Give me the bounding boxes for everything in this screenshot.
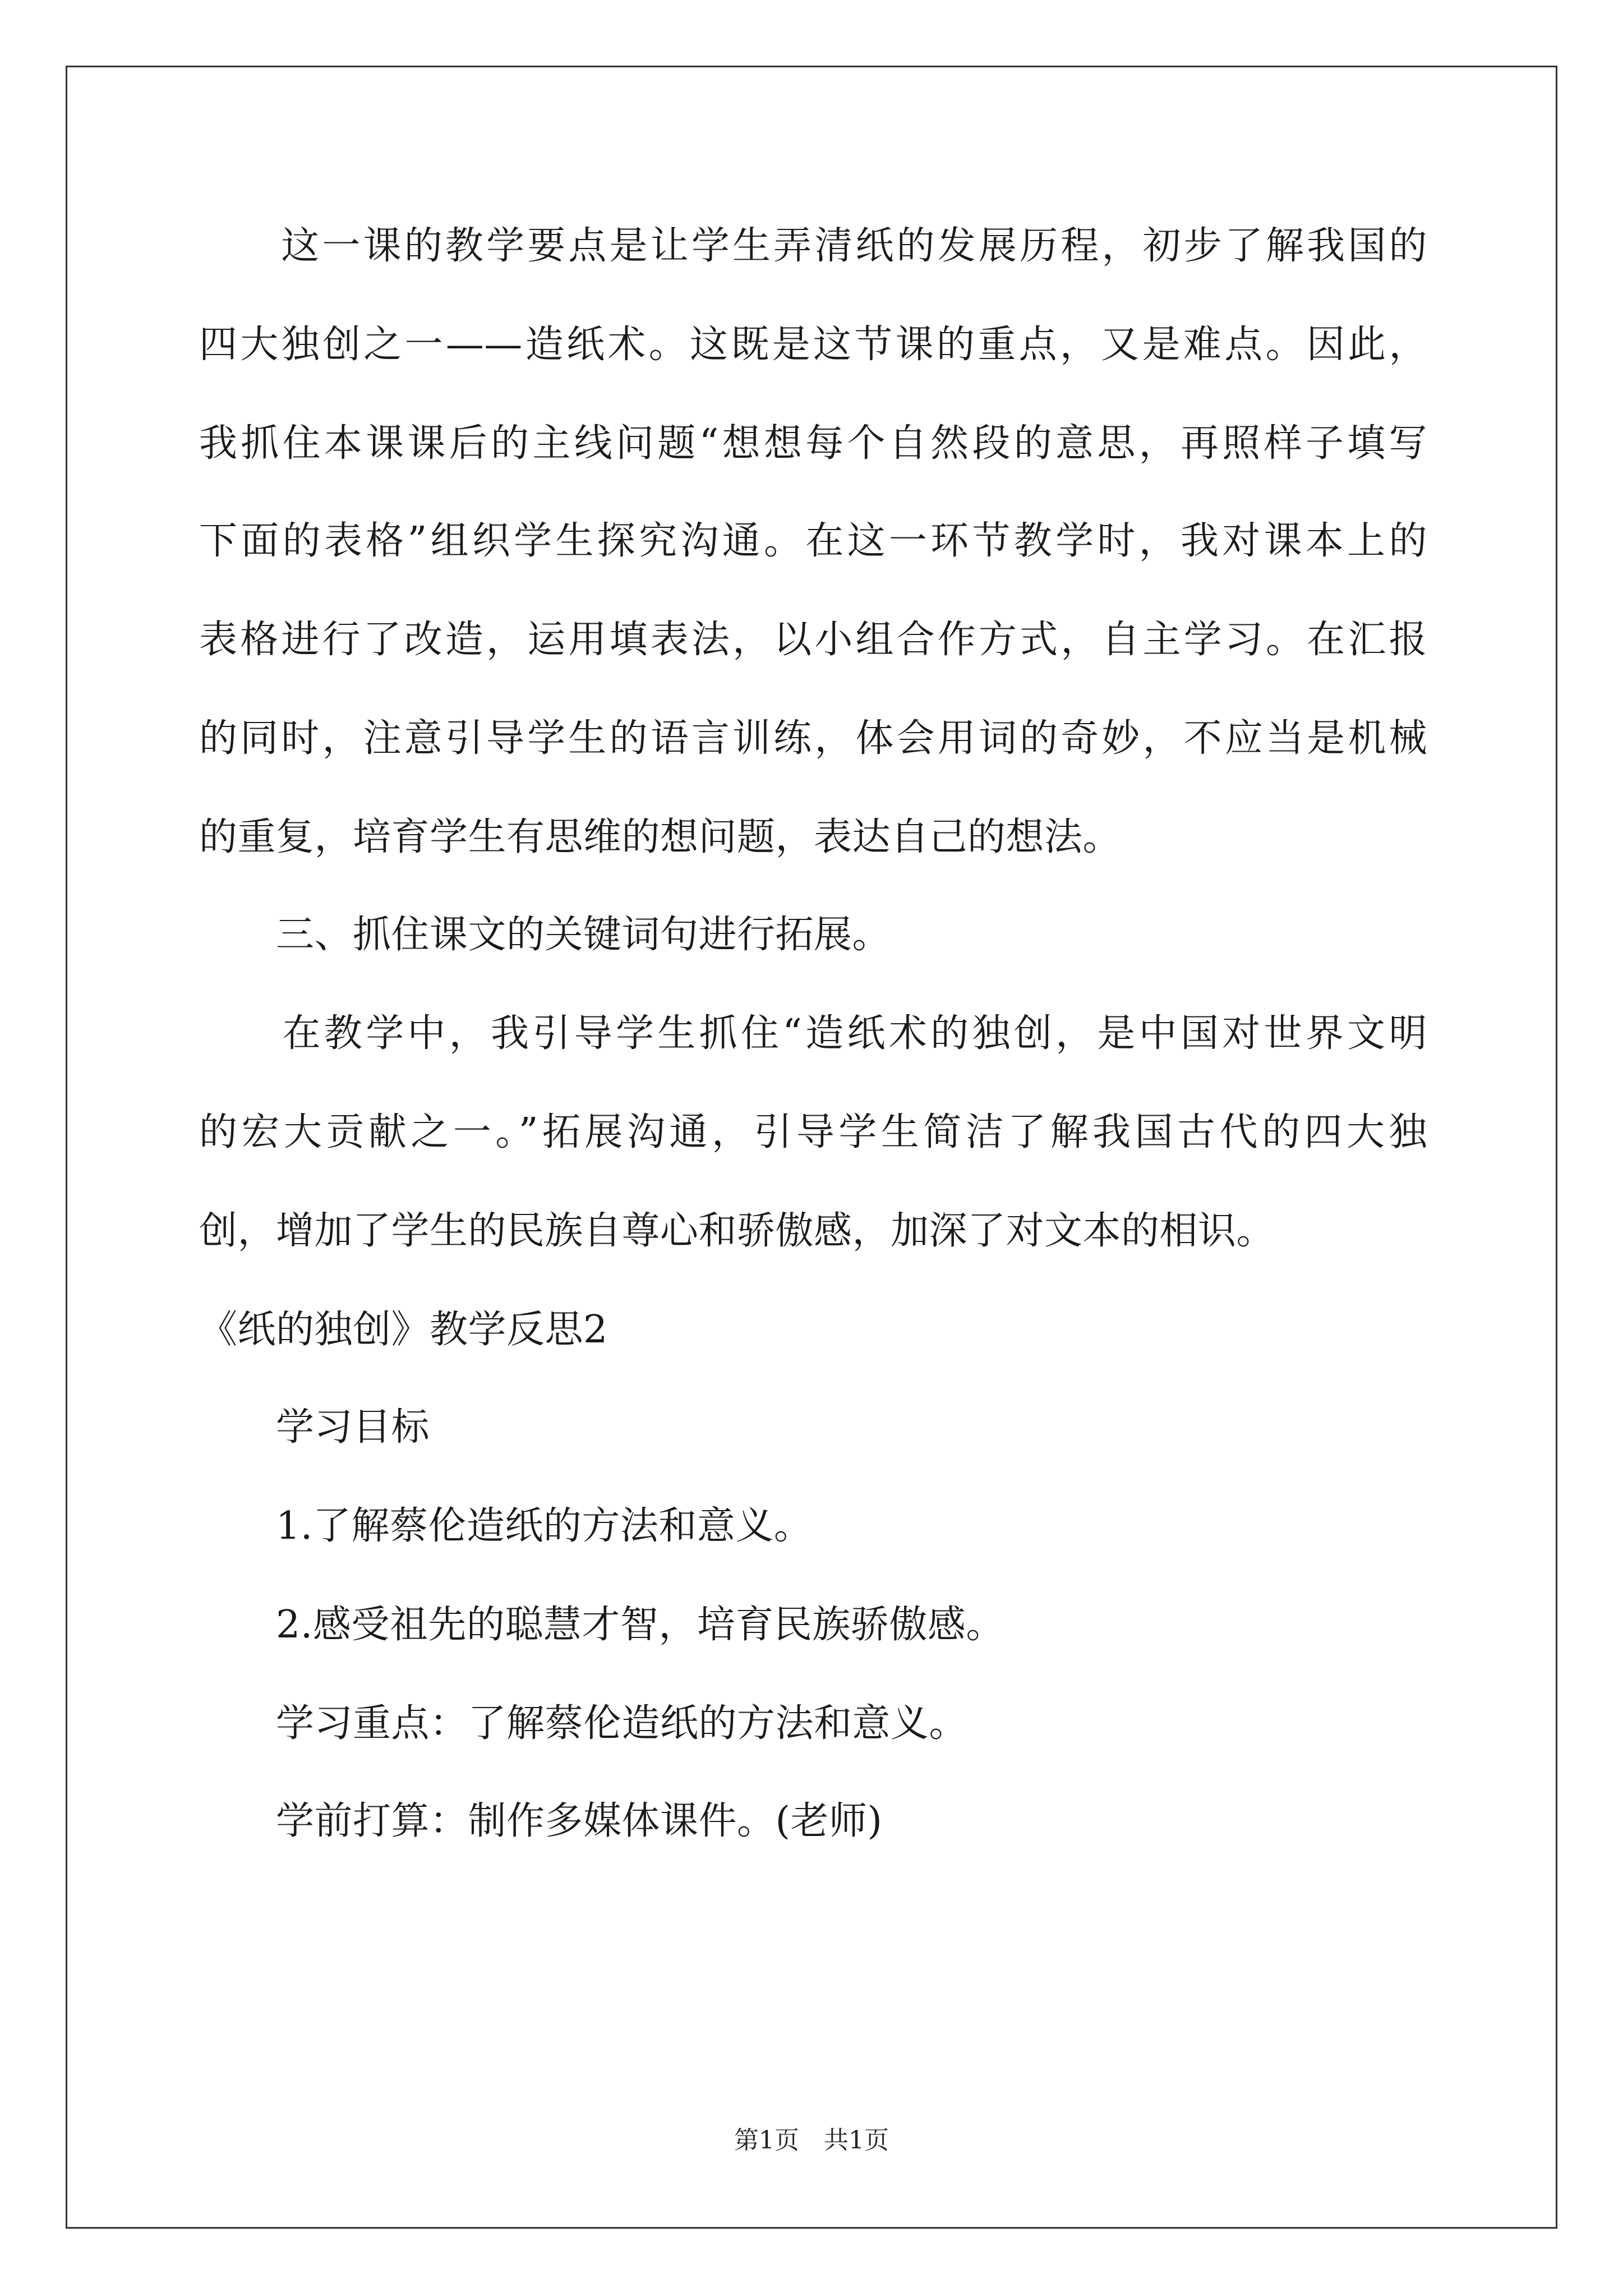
paragraph-line: 这一课的教学要点是让学生弄清纸的发展历程，初步了解我国的: [199, 224, 1427, 268]
paragraph-line: 学习重点：了解蔡伦造纸的方法和意义。: [199, 1701, 968, 1746]
document-title: 《纸的独创》教学反思2: [199, 1308, 608, 1352]
page-number-footer: 第1页 共1页: [734, 2126, 889, 2155]
list-item: 1.了解蔡伦造纸的方法和意义。: [199, 1504, 813, 1548]
section-heading: 三、抓住课文的关键词句进行拓展。: [199, 913, 891, 957]
paragraph-line: 在教学中，我引导学生抓住“造纸术的独创，是中国对世界文明: [199, 1011, 1427, 1056]
paragraph-line: 四大独创之一——造纸术。这既是这节课的重点，又是难点。因此，: [199, 323, 1427, 367]
paragraph-line: 的同时，注意引导学生的语言训练，体会用词的奇妙，不应当是机械: [199, 716, 1427, 761]
paragraph-line: 表格进行了改造，运用填表法，以小组合作方式，自主学习。在汇报: [199, 618, 1427, 662]
list-item: 2.感受祖先的聪慧才智，培育民族骄傲感。: [199, 1603, 1004, 1647]
paragraph-line: 下面的表格”组织学生探究沟通。在这一环节教学时，我对课本上的: [199, 519, 1427, 563]
section-heading: 学习目标: [199, 1405, 430, 1450]
paragraph-line: 的重复，培育学生有思维的想问题，表达自己的想法。: [199, 815, 1122, 859]
paragraph-line: 的宏大贡献之一。”拓展沟通，引导学生简洁了解我国古代的四大独: [199, 1110, 1427, 1154]
paragraph-line: 学前打算：制作多媒体课件。(老师): [199, 1799, 883, 1843]
paragraph-line: 我抓住本课课后的主线问题“想想每个自然段的意思，再照样子填写: [199, 421, 1427, 466]
paragraph-line: 创，增加了学生的民族自尊心和骄傲感，加深了对文本的相识。: [199, 1209, 1275, 1253]
